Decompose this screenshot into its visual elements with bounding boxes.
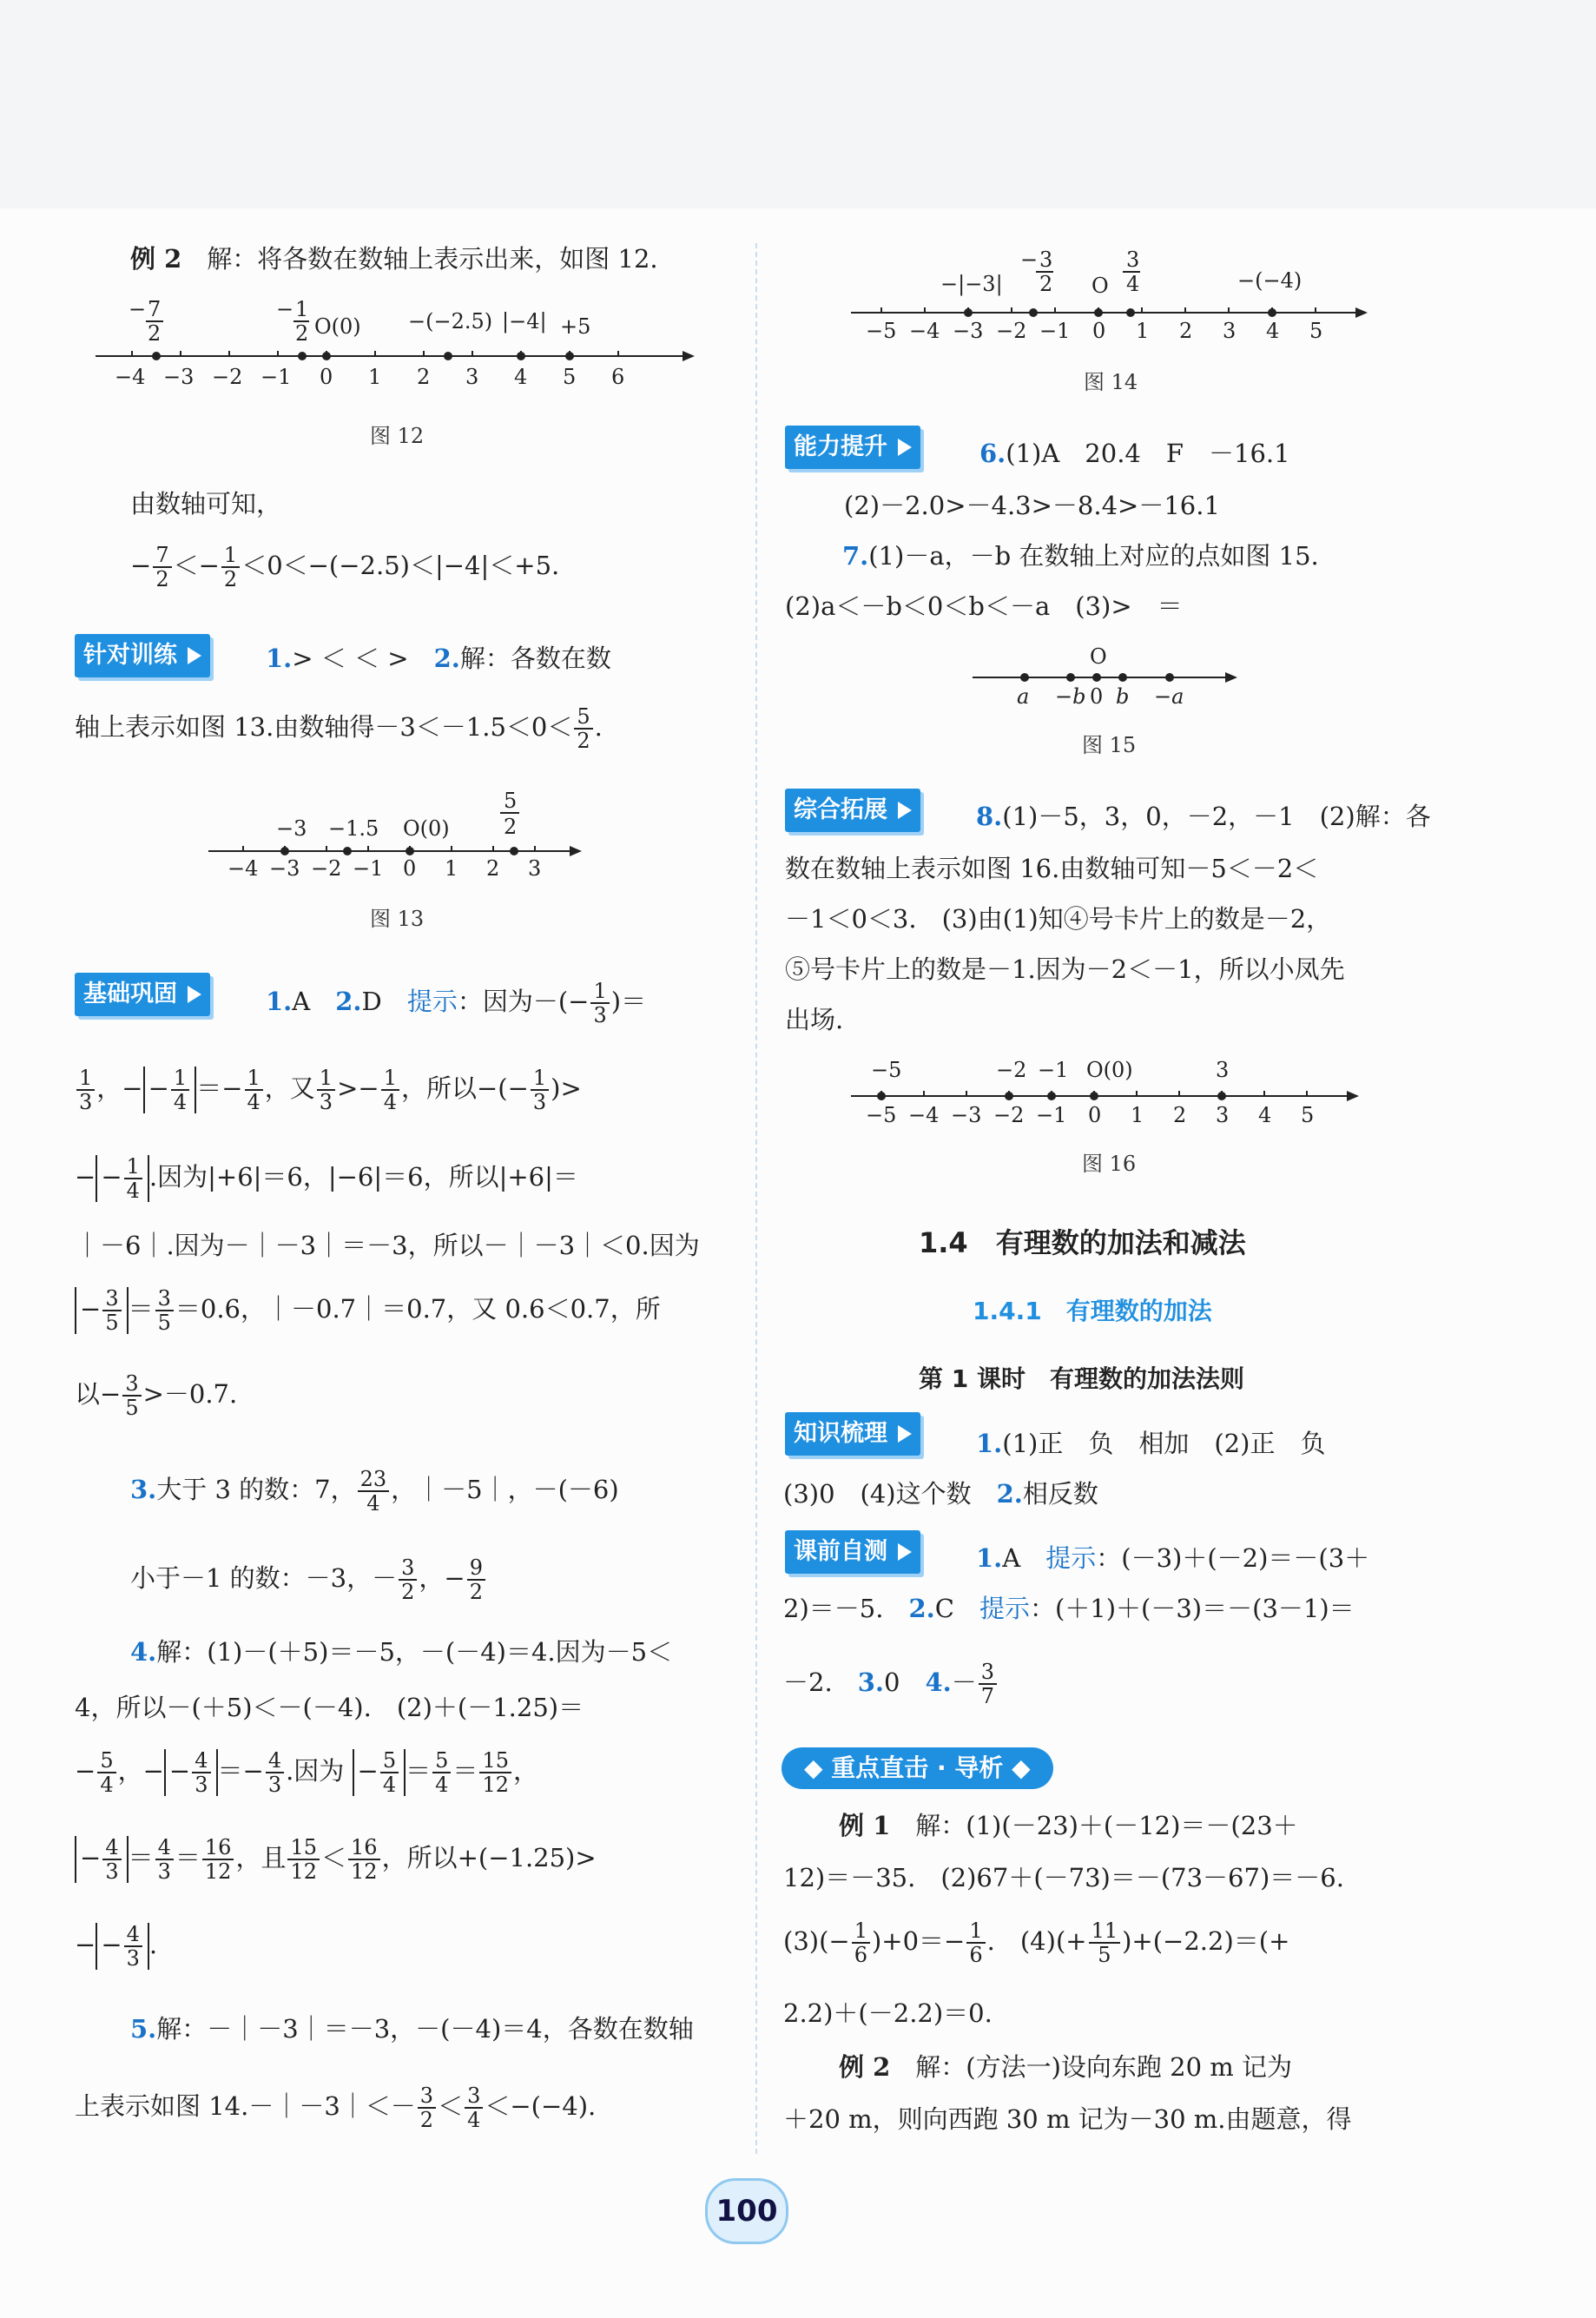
svg-text:5: 5 [563, 365, 577, 389]
q5-line2: 上表示如图 14.－｜－3｜＜－ $\frac{3}{2}$ ＜ $\frac{3}{4}$ ＜−(−4). [75, 2084, 597, 2132]
svg-text:3: 3 [528, 856, 542, 881]
q8-line1: 8.(1)－5，3，0，－2，－1 (2)解：各 [976, 802, 1431, 831]
q4-line4: − $\frac{4}{3}$ ＝ $\frac{4}{3}$ ＝ $\frac{16}{12}$ ，且 $\frac{15}{12}$ ＜ $\frac{16}{12}$ ，所以+(−1.25)> [75, 1836, 597, 1883]
ex2-label: 例 2 [130, 244, 182, 274]
svg-text:3: 3 [465, 365, 479, 389]
svg-text:−b: −b [1055, 684, 1086, 709]
q3-line1: 3.大于 3 的数：7， $\frac{23}{4}$ ，｜－5｜，－(－6) [130, 1467, 619, 1516]
basic-line6: 以− $\frac{3}{5}$ >－0.7. [75, 1371, 238, 1420]
ex1-line2: 12)＝－35. (2)67＋(－73)＝－(73－67)＝－6. [783, 1863, 1344, 1892]
svg-text:−3: −3 [163, 365, 195, 389]
fig15-caption: 图 15 [1082, 733, 1137, 757]
number-line-fig12 [87, 295, 703, 400]
svg-text:−5: −5 [866, 319, 897, 343]
svg-text:−(−2.5): −(−2.5) [408, 309, 493, 334]
svg-text:b: b [1116, 684, 1130, 709]
svg-text:2: 2 [1173, 1103, 1187, 1127]
svg-text:1: 1 [1131, 1103, 1144, 1127]
training-line1: 1.> ＜ ＜ > 2.解：各数在数 [266, 644, 611, 673]
svg-text:−1: −1 [1038, 1058, 1069, 1082]
fig12-inequality: − $\frac{7}{2}$ ＜− $\frac{1}{2}$ ＜0＜−(−2.5)＜|−4|＜+5. [130, 543, 560, 591]
svg-text:−4: −4 [115, 365, 146, 389]
svg-text:3: 3 [1216, 1103, 1230, 1127]
ex1-line1: 例 1 解：(1)(－23)＋(－12)＝－(23＋ [839, 1811, 1298, 1840]
svg-text:−3: −3 [276, 816, 307, 841]
svg-text:−3: −3 [953, 319, 984, 343]
svg-text:0: 0 [1092, 319, 1106, 343]
svg-text:0: 0 [320, 365, 333, 389]
svg-text:2: 2 [417, 365, 431, 389]
svg-text:−5: −5 [866, 1103, 897, 1127]
q8-line4: ⑤号卡片上的数是－1.因为－2＜－1，所以小凤先 [785, 954, 1345, 984]
from-axis-text: 由数轴可知， [130, 489, 282, 518]
p-line1: 1.A 提示：(－3)＋(－2)＝－(3＋ [976, 1543, 1370, 1573]
ex2-right-line1: 例 2 解：(方法一)设向东跑 20 m 记为 [839, 2052, 1292, 2082]
svg-text:1: 1 [445, 856, 458, 881]
svg-text:−2: −2 [212, 365, 243, 389]
svg-text:−1: −1 [353, 856, 384, 881]
svg-text:−(−4): −(−4) [1237, 268, 1303, 293]
svg-text:−5: −5 [871, 1058, 902, 1082]
p-line2: 2)＝－5. 2.C 提示：(＋1)＋(－3)＝－(3－1)＝ [783, 1594, 1355, 1623]
k-line2: (3)0 (4)这个数 2.相反数 [783, 1479, 1098, 1509]
svg-text:O: O [1090, 644, 1107, 669]
training-tag: 针对训练 [75, 634, 210, 677]
svg-text:2: 2 [1179, 319, 1193, 343]
basic-line5: − $\frac{3}{5}$ ＝ $\frac{3}{5}$ ＝0.6，｜－0.7｜＝0.7，又 0.6＜0.7，所 [75, 1287, 661, 1334]
svg-text:−2: −2 [996, 1058, 1027, 1082]
basic-line4: ｜－6｜.因为－｜－3｜＝－3，所以－｜－3｜＜0.因为 [75, 1231, 700, 1260]
number-line-fig13 [200, 782, 590, 886]
svg-text:−2: −2 [993, 1103, 1025, 1127]
q6-line1: 6.(1)A 20.4 F －16.1 [979, 439, 1290, 468]
number-line-fig14 [847, 248, 1381, 352]
svg-text:4: 4 [514, 365, 528, 389]
svg-text:3: 3 [1126, 248, 1140, 272]
svg-text:1: 1 [295, 297, 309, 321]
number-line-fig16 [847, 1051, 1381, 1138]
svg-text:2: 2 [148, 321, 162, 346]
svg-text:−: − [276, 297, 294, 321]
svg-text:3: 3 [1216, 1058, 1230, 1082]
q7-line1: 7.(1)－a，－b 在数轴上对应的点如图 15. [842, 541, 1319, 571]
number-line-fig15 [968, 641, 1246, 719]
p-line3: －2. 3.0 4.－ $\frac{3}{7}$ [783, 1661, 999, 1707]
svg-text:5: 5 [1301, 1103, 1315, 1127]
svg-text:−2: −2 [996, 319, 1027, 343]
ex1-line4: 2.2)＋(－2.2)＝0. [783, 1998, 993, 2028]
page-number: 100 [705, 2178, 788, 2244]
svg-text:−1: −1 [261, 365, 292, 389]
left-ex2-line [130, 241, 658, 276]
svg-text:2: 2 [504, 815, 518, 839]
svg-text:−3: −3 [269, 856, 300, 881]
svg-text:O: O [1091, 274, 1109, 298]
svg-text:−|−3|: −|−3| [940, 272, 1003, 296]
q4-line3: − $\frac{5}{4}$ ，− − $\frac{4}{3}$ ＝− $\frac{4}{3}$ .因为 − $\frac{5}{4}$ ＝ $\frac{5}{4}$ ＝ $\frac{15}{12}$ ， [75, 1748, 538, 1797]
subsection-title: 1.4.1 有理数的加法 [973, 1297, 1212, 1325]
q4-line5: − − $\frac{4}{3}$ . [75, 1922, 158, 1971]
svg-text:3: 3 [1039, 248, 1053, 272]
pretest-tag: 课前自测 [785, 1530, 920, 1574]
ability-tag: 能力提升 [785, 426, 920, 469]
svg-text:−4: −4 [908, 1103, 940, 1127]
svg-text:5: 5 [504, 789, 518, 813]
svg-text:7: 7 [148, 297, 162, 321]
svg-text:0: 0 [1090, 684, 1104, 709]
ex1-line3: (3)(− $\frac{1}{6}$ )+0＝− $\frac{1}{6}$ . (4)(+ $\frac{11}{5}$ )+(−2.2)＝(+ [783, 1918, 1290, 1967]
svg-text:0: 0 [403, 856, 417, 881]
svg-text:2: 2 [486, 856, 500, 881]
svg-text:O(0): O(0) [314, 314, 361, 339]
basic-line2: $\frac{1}{3}$ ，− − $\frac{1}{4}$ ＝− $\frac{1}{4}$ ，又 $\frac{1}{3}$ >− $\frac{1}{4}$ ，所以−(− $\frac{1}{3}$ )> [75, 1067, 582, 1113]
svg-text:5: 5 [1309, 319, 1323, 343]
q6-line2: (2)－2.0>－4.3>－8.4>－16.1 [844, 491, 1220, 520]
q3-line2: 小于－1 的数：－3，－ $\frac{3}{2}$ ，− $\frac{9}{2}$ [130, 1556, 487, 1603]
svg-text:1: 1 [368, 365, 382, 389]
svg-text:−2: −2 [311, 856, 342, 881]
svg-text:4: 4 [1258, 1103, 1272, 1127]
svg-text:O(0): O(0) [1086, 1058, 1133, 1082]
q5-line1: 5.解：－｜－3｜＝－3，－(－4)＝4，各数在数轴 [130, 2014, 694, 2044]
focus-banner: ◆ 重点直击 · 导析 ◆ [782, 1747, 1053, 1789]
svg-text:2: 2 [1039, 272, 1053, 296]
fig13-caption: 图 13 [370, 907, 425, 931]
q4-line1: 4.解：(1)－(＋5)＝－5，－(－4)＝4.因为－5＜ [130, 1637, 673, 1667]
training-line2: 轴上表示如图 13.由数轴得－3＜－1.5＜0＜ $\frac{5}{2}$ . [75, 704, 603, 753]
k-line1: 1.(1)正 负 相加 (2)正 负 [976, 1429, 1326, 1458]
svg-text:−1.5: −1.5 [328, 816, 379, 841]
basic-tag: 基础巩固 [75, 973, 210, 1016]
svg-text:3: 3 [1223, 319, 1237, 343]
lesson-title: 第 1 课时 有理数的加法法则 [919, 1364, 1244, 1393]
svg-text:|−4|: |−4| [502, 309, 547, 334]
q4-line2: 4，所以－(＋5)＜－(－4). (2)＋(－1.25)＝ [75, 1693, 584, 1722]
svg-text:4: 4 [1266, 319, 1280, 343]
svg-text:−: − [1020, 248, 1039, 272]
fig12-caption: 图 12 [370, 424, 425, 448]
q7-line2: (2)a＜－b＜0＜b＜－a (3)> ＝ [785, 591, 1183, 621]
section-title: 1.4 有理数的加法和减法 [919, 1226, 1246, 1259]
svg-text:+5: +5 [560, 314, 591, 339]
q8-line2: 数在数轴上表示如图 16.由数轴可知－5＜－2＜ [785, 854, 1319, 883]
svg-text:−3: −3 [951, 1103, 982, 1127]
svg-text:−: − [129, 297, 147, 321]
svg-text:−1: −1 [1039, 319, 1071, 343]
fig16-caption: 图 16 [1082, 1152, 1137, 1176]
svg-text:−1: −1 [1036, 1103, 1067, 1127]
page-top-band [0, 0, 1596, 208]
svg-text:4: 4 [1126, 272, 1140, 296]
svg-text:a: a [1017, 684, 1030, 709]
svg-text:1: 1 [1136, 319, 1150, 343]
q8-line5: 出场. [785, 1005, 844, 1034]
ex2-text: 解：将各数在数轴上表示出来，如图 12. [207, 244, 658, 274]
fig14-caption: 图 14 [1084, 370, 1138, 394]
ex2-right-line2: ＋20 m，则向西跑 30 m 记为－30 m.由题意，得 [783, 2104, 1352, 2134]
svg-text:−a: −a [1154, 684, 1184, 709]
svg-text:O(0): O(0) [403, 816, 450, 841]
svg-text:2: 2 [295, 321, 309, 346]
svg-text:−4: −4 [909, 319, 940, 343]
svg-text:−4: −4 [228, 856, 259, 881]
ext-tag: 综合拓展 [785, 789, 920, 832]
knowledge-tag: 知识梳理 [785, 1412, 920, 1456]
q8-line3: －1＜0＜3. (3)由(1)知④号卡片上的数是－2， [785, 904, 1332, 934]
basic-line1: 1.A 2.D 提示：因为－(− $\frac{1}{3}$ )＝ [266, 979, 647, 1027]
basic-line3: − − $\frac{1}{4}$ .因为|+6|＝6，|−6|＝6，所以|+6|＝ [75, 1154, 578, 1203]
svg-text:6: 6 [611, 365, 625, 389]
column-divider [755, 243, 757, 2154]
svg-text:0: 0 [1088, 1103, 1102, 1127]
